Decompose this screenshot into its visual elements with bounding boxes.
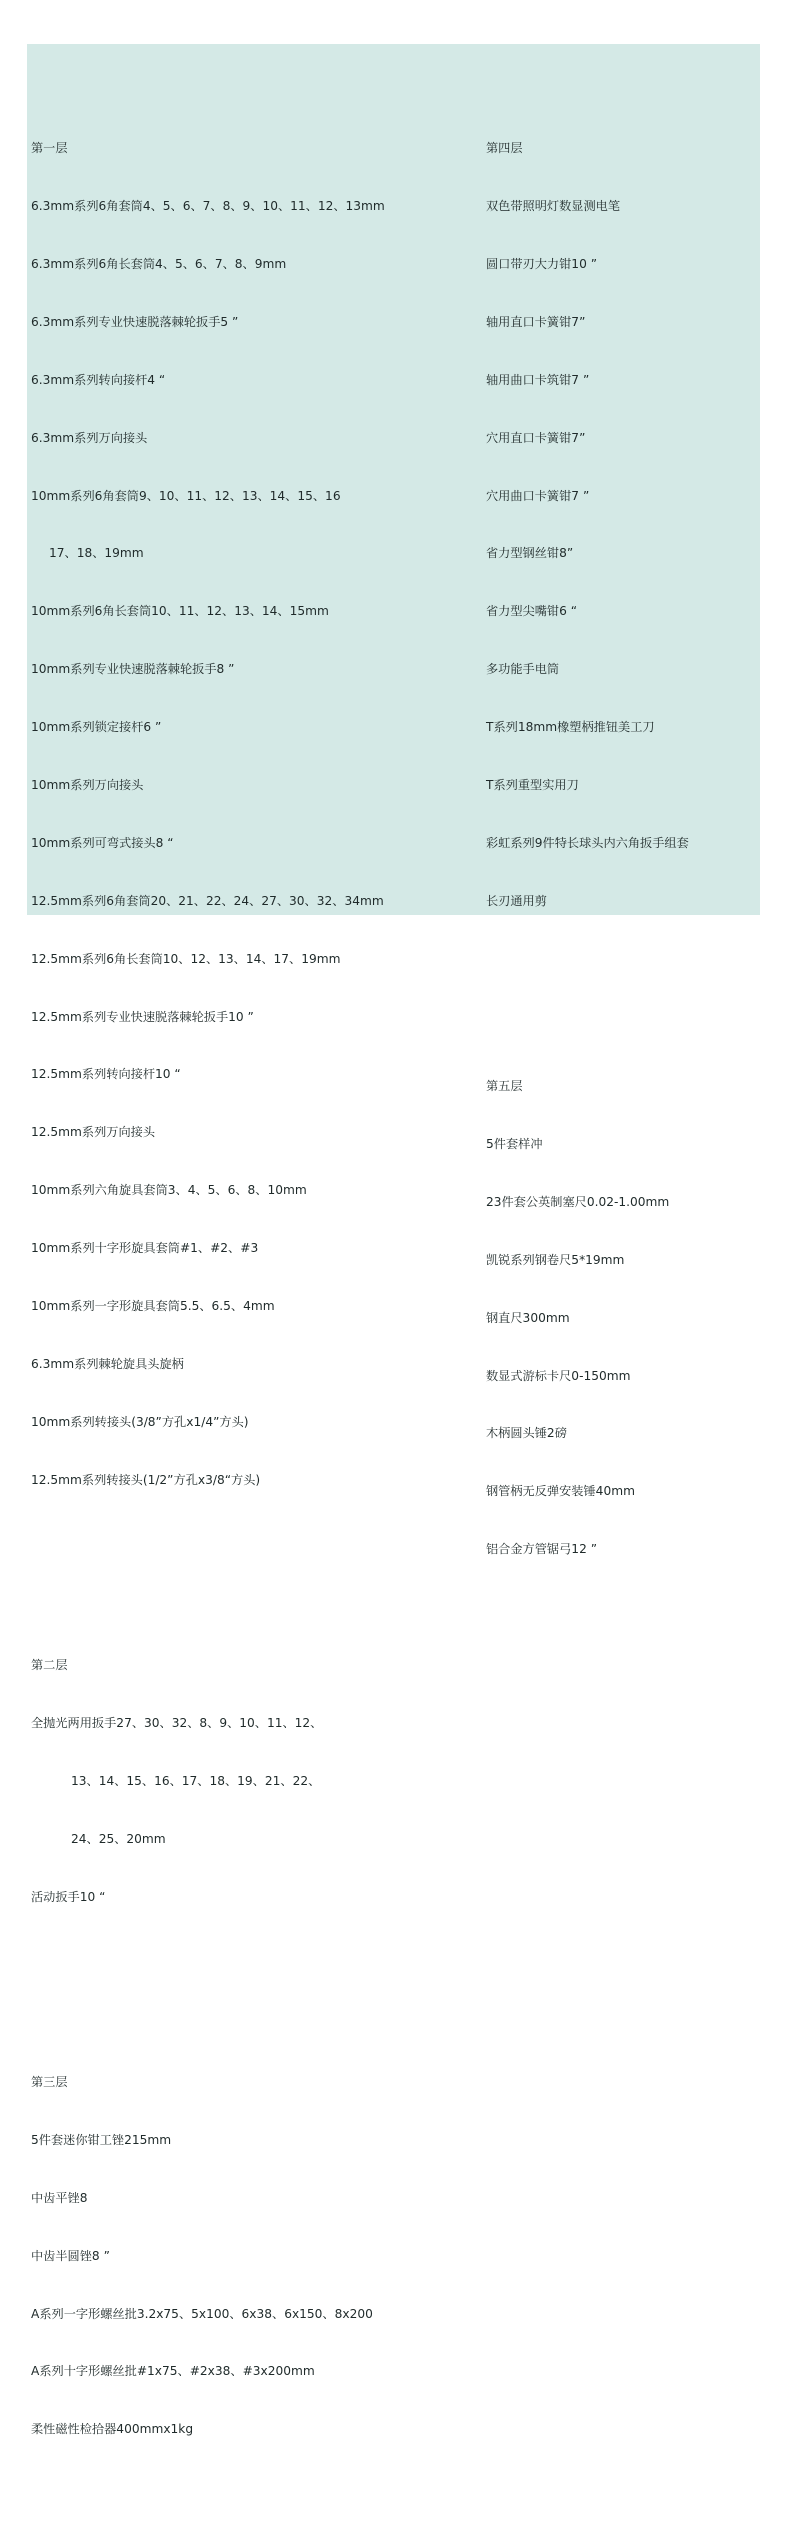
list-item: 12.5mm系列转向接杆10 “ — [31, 1067, 181, 1082]
list-item-continuation: 17、18、19mm — [49, 546, 144, 561]
list-item: 6.3mm系列6角长套筒4、5、6、7、8、9mm — [31, 256, 287, 271]
right-column — [486, 62, 689, 1648]
list-item: 柔性磁性检拾器400mmx1kg — [31, 2422, 194, 2437]
list-item: 轴用直口卡簧钳7” — [486, 314, 586, 329]
list-item: 10mm系列6角套筒9、10、11、12、13、14、15、16 — [31, 488, 341, 503]
list-item: 铝合金方管锯弓12 ” — [486, 1542, 598, 1557]
list-item: 10mm系列锁定接杆6 ” — [31, 720, 162, 735]
list-item: 12.5mm系列转接头(1/2”方孔x3/8“方头) — [31, 1472, 261, 1487]
list-item: 12.5mm系列万向接头 — [31, 1125, 156, 1140]
list-item: 12.5mm系列6角套筒20、21、22、24、27、30、32、34mm — [31, 893, 384, 908]
list-item: A系列一字形螺丝批3.2x75、5x100、6x38、6x150、8x200 — [31, 2306, 373, 2321]
section-heading: 第一层 — [31, 141, 68, 156]
section-layer-4 — [486, 101, 689, 950]
list-item: 6.3mm系列棘轮旋具头旋柄 — [31, 1356, 184, 1371]
list-item: 数显式游标卡尺0-150mm — [486, 1368, 631, 1383]
list-item: 彩虹系列9件特长球头内六角扳手组套 — [486, 835, 689, 850]
list-item: 双色带照明灯数显测电笔 — [486, 199, 621, 214]
list-item: 多功能手电筒 — [486, 662, 560, 677]
list-item: 12.5mm系列专业快速脱落棘轮扳手10 ” — [31, 1009, 254, 1024]
list-item: 中齿半圆锉8 ” — [31, 2248, 110, 2263]
section-layer-5 — [486, 1039, 689, 1599]
section-layer-1 — [31, 101, 385, 1529]
list-item: 10mm系列六角旋具套筒3、4、5、6、8、10mm — [31, 1183, 307, 1198]
section-heading: 第三层 — [31, 2074, 68, 2089]
section-heading: 第五层 — [486, 1079, 523, 1094]
list-item: 12.5mm系列6角长套筒10、12、13、14、17、19mm — [31, 951, 341, 966]
list-item: 6.3mm系列专业快速脱落棘轮扳手5 ” — [31, 314, 239, 329]
list-item: 省力型钢丝钳8” — [486, 546, 574, 561]
list-item: 10mm系列专业快速脱落棘轮扳手8 ” — [31, 662, 235, 677]
list-item: 全抛光两用扳手27、30、32、8、9、10、11、12、 — [31, 1715, 323, 1730]
list-item-continuation: 24、25、20mm — [71, 1831, 166, 1846]
list-item: 5件套迷你钳工锉215mm — [31, 2132, 172, 2147]
section-layer-3 — [31, 2034, 385, 2478]
list-item: 5件套样冲 — [486, 1137, 543, 1152]
section-heading: 第四层 — [486, 141, 523, 156]
section-heading: 第二层 — [31, 1658, 68, 1673]
list-item: 6.3mm系列6角套筒4、5、6、7、8、9、10、11、12、13mm — [31, 199, 385, 214]
list-item: 穴用曲口卡簧钳7 ” — [486, 488, 590, 503]
section-layer-2 — [31, 1617, 385, 1945]
list-item: 凯锐系列钢卷尺5*19mm — [486, 1252, 625, 1267]
list-item: 活动扳手10 “ — [31, 1889, 106, 1904]
list-item: 轴用曲口卡筑钳7 ” — [486, 372, 590, 387]
list-item: 长刃通用剪 — [486, 893, 547, 908]
list-item: T系列重型实用刀 — [486, 777, 579, 792]
list-item: 中齿平锉8 — [31, 2190, 88, 2205]
list-item: 穴用直口卡簧钳7” — [486, 430, 586, 445]
list-item: 钢直尺300mm — [486, 1310, 570, 1325]
list-item: 10mm系列十字形旋具套筒#1、#2、#3 — [31, 1241, 259, 1256]
list-item: T系列18mm橡塑柄推钮美工刀 — [486, 720, 655, 735]
list-item: 23件套公英制塞尺0.02-1.00mm — [486, 1194, 670, 1209]
list-item: 10mm系列转接头(3/8”方孔x1/4”方头) — [31, 1414, 249, 1429]
list-item: 10mm系列万向接头 — [31, 777, 144, 792]
list-item: 10mm系列一字形旋具套筒5.5、6.5、4mm — [31, 1299, 275, 1313]
list-item: 6.3mm系列转向接杆4 “ — [31, 372, 166, 387]
list-item: 10mm系列可弯式接头8 “ — [31, 835, 174, 850]
list-item: 圆口带刃大力钳10 ” — [486, 256, 598, 271]
list-item: 省力型尖嘴钳6 “ — [486, 604, 578, 619]
list-item-continuation: 13、14、15、16、17、18、19、21、22、 — [71, 1773, 321, 1788]
list-item: A系列十字形螺丝批#1x75、#2x38、#3x200mm — [31, 2364, 315, 2379]
list-item: 木柄圆头锤2磅 — [486, 1426, 567, 1441]
list-item: 钢管柄无反弹安装锤40mm — [486, 1484, 635, 1499]
left-column — [31, 62, 385, 2529]
list-item: 6.3mm系列万向接头 — [31, 430, 148, 445]
list-item: 10mm系列6角长套筒10、11、12、13、14、15mm — [31, 604, 329, 619]
